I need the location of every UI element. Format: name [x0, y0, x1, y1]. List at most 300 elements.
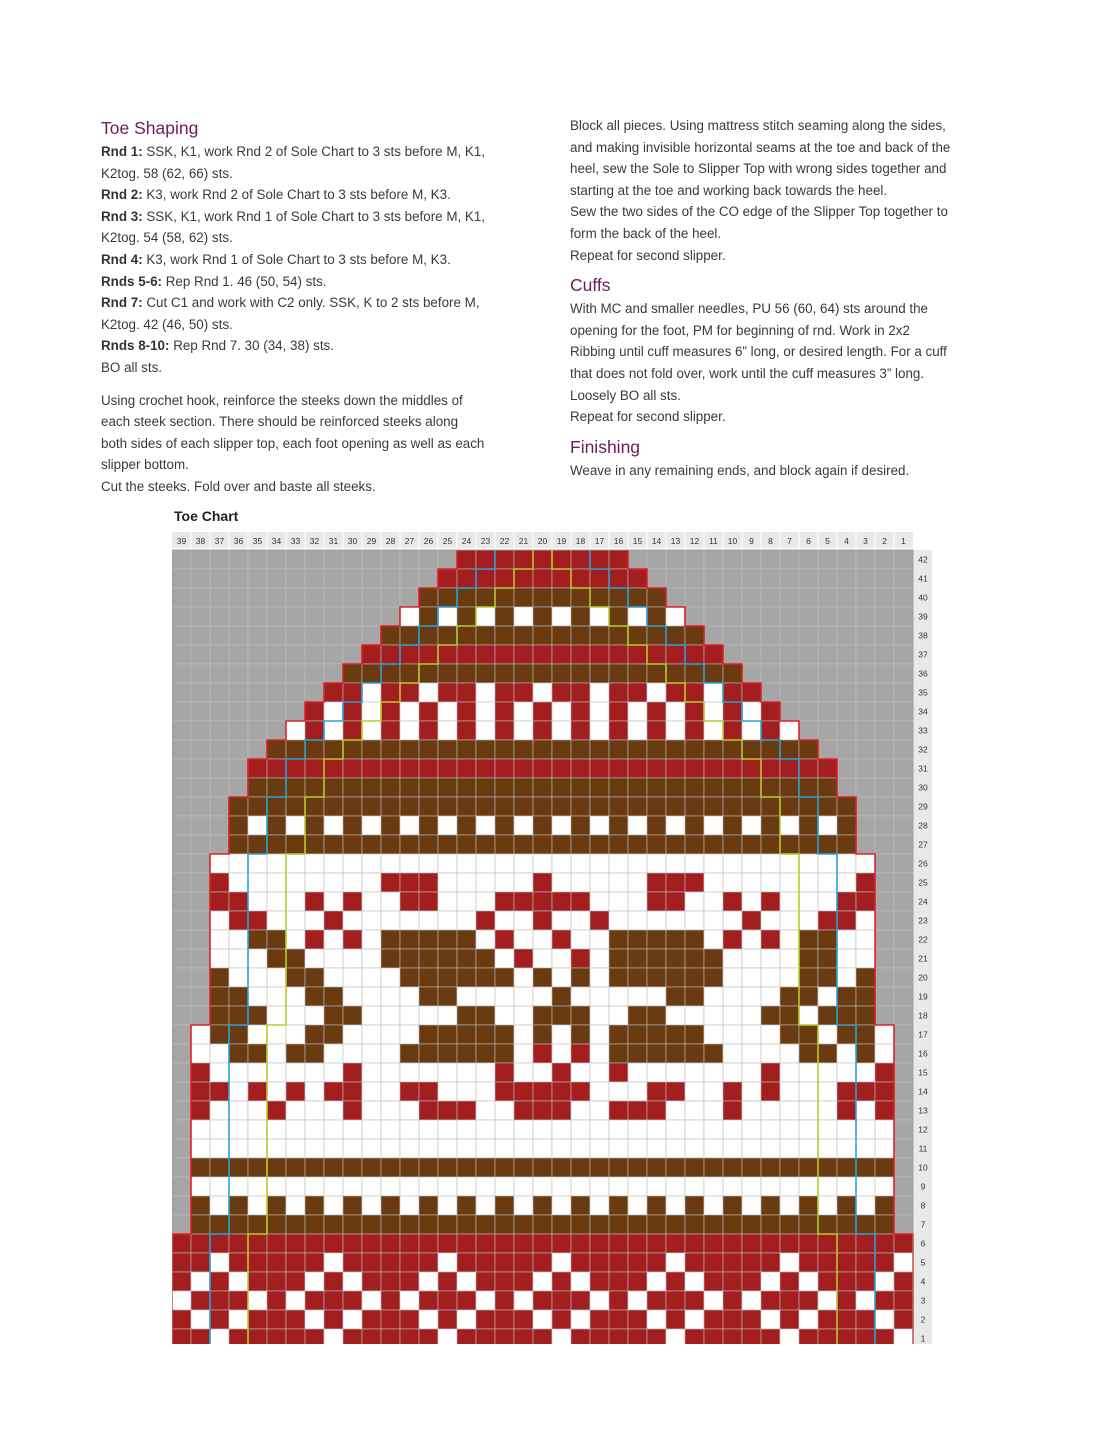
chart-cell — [172, 873, 191, 892]
chart-cell — [286, 778, 305, 797]
chart-cell — [818, 607, 837, 626]
chart-cell — [400, 1063, 419, 1082]
chart-cell — [856, 1120, 875, 1139]
round-text: K2tog. 42 (46, 50) sts. — [101, 316, 233, 332]
chart-cell — [666, 664, 685, 683]
chart-cell — [476, 607, 495, 626]
chart-cell — [248, 1082, 267, 1101]
chart-cell — [818, 1215, 837, 1234]
chart-cell — [704, 1120, 723, 1139]
round-line — [101, 184, 541, 206]
chart-cell — [362, 1291, 381, 1310]
chart-cell — [438, 911, 457, 930]
cuffs-instructions — [570, 298, 1010, 428]
chart-cell — [723, 1006, 742, 1025]
chart-cell — [647, 683, 666, 702]
chart-cell — [818, 930, 837, 949]
chart-cell — [742, 854, 761, 873]
chart-cell — [704, 930, 723, 949]
row-label: 13 — [918, 1105, 928, 1116]
row-label: 11 — [918, 1143, 928, 1154]
chart-cell — [191, 607, 210, 626]
chart-cell — [799, 1310, 818, 1329]
chart-cell — [552, 1329, 571, 1344]
chart-cell — [514, 740, 533, 759]
chart-cell — [552, 721, 571, 740]
chart-cell — [856, 702, 875, 721]
cuffs-heading: Cuffs — [570, 275, 611, 296]
chart-cell — [875, 1101, 894, 1120]
chart-cell — [381, 1025, 400, 1044]
chart-cell — [438, 816, 457, 835]
chart-cell — [267, 1177, 286, 1196]
chart-cell — [305, 645, 324, 664]
chart-cell — [286, 1310, 305, 1329]
chart-cell — [723, 607, 742, 626]
chart-cell — [324, 626, 343, 645]
chart-cell — [476, 797, 495, 816]
chart-cell — [742, 892, 761, 911]
chart-cell — [571, 873, 590, 892]
chart-cell — [761, 892, 780, 911]
chart-cell — [419, 550, 438, 569]
chart-cell — [495, 1101, 514, 1120]
chart-cell — [191, 702, 210, 721]
chart-cell — [533, 873, 552, 892]
chart-cell — [495, 1158, 514, 1177]
chart-cell — [400, 1215, 419, 1234]
chart-cell — [248, 987, 267, 1006]
chart-cell — [381, 1101, 400, 1120]
chart-cell — [552, 550, 571, 569]
chart-cell — [818, 1329, 837, 1344]
chart-cell — [514, 607, 533, 626]
chart-cell — [476, 550, 495, 569]
chart-cell — [628, 1272, 647, 1291]
chart-cell — [837, 1177, 856, 1196]
chart-cell — [495, 816, 514, 835]
chart-cell — [856, 968, 875, 987]
chart-cell — [856, 1177, 875, 1196]
chart-cell — [609, 1139, 628, 1158]
column-label: 8 — [768, 536, 773, 546]
chart-cell — [856, 854, 875, 873]
chart-cell — [666, 1044, 685, 1063]
chart-cell — [761, 911, 780, 930]
chart-cell — [438, 1025, 457, 1044]
chart-cell — [590, 949, 609, 968]
chart-cell — [704, 1063, 723, 1082]
chart-cell — [210, 1158, 229, 1177]
chart-cell — [191, 1044, 210, 1063]
chart-cell — [419, 911, 438, 930]
chart-cell — [590, 1101, 609, 1120]
chart-cell — [495, 1177, 514, 1196]
chart-cell — [229, 1101, 248, 1120]
chart-cell — [799, 1120, 818, 1139]
chart-cell — [324, 892, 343, 911]
chart-cell — [723, 816, 742, 835]
chart-cell — [286, 1006, 305, 1025]
chart-cell — [172, 1006, 191, 1025]
chart-cell — [210, 664, 229, 683]
chart-cell — [894, 645, 913, 664]
chart-cell — [647, 1177, 666, 1196]
chart-cell — [248, 645, 267, 664]
column-label: 15 — [632, 536, 643, 546]
chart-cell — [666, 987, 685, 1006]
chart-cell — [457, 1025, 476, 1044]
chart-cell — [742, 550, 761, 569]
chart-cell — [837, 626, 856, 645]
chart-cell — [590, 816, 609, 835]
chart-cell — [191, 1234, 210, 1253]
chart-cell — [704, 778, 723, 797]
chart-cell — [457, 930, 476, 949]
chart-cell — [856, 1291, 875, 1310]
chart-cell — [647, 645, 666, 664]
chart-cell — [248, 1310, 267, 1329]
chart-cell — [609, 911, 628, 930]
chart-cell — [875, 1063, 894, 1082]
chart-cell — [400, 569, 419, 588]
chart-cell — [305, 816, 324, 835]
chart-cell — [628, 664, 647, 683]
chart-cell — [343, 873, 362, 892]
chart-cell — [590, 740, 609, 759]
chart-cell — [875, 721, 894, 740]
chart-cell — [514, 1025, 533, 1044]
chart-cell — [248, 968, 267, 987]
chart-cell — [666, 1234, 685, 1253]
chart-cell — [761, 987, 780, 1006]
chart-cell — [780, 1101, 799, 1120]
chart-cell — [590, 759, 609, 778]
chart-cell — [343, 645, 362, 664]
chart-cell — [438, 968, 457, 987]
chart-cell — [172, 1215, 191, 1234]
chart-cell — [647, 778, 666, 797]
chart-cell — [343, 759, 362, 778]
chart-cell — [210, 1082, 229, 1101]
chart-cell — [305, 569, 324, 588]
chart-cell — [818, 1044, 837, 1063]
chart-cell — [229, 1025, 248, 1044]
chart-cell — [837, 968, 856, 987]
chart-cell — [229, 1310, 248, 1329]
chart-cell — [495, 626, 514, 645]
chart-cell — [609, 1310, 628, 1329]
chart-cell — [362, 550, 381, 569]
chart-cell — [685, 1006, 704, 1025]
chart-cell — [172, 664, 191, 683]
chart-cell — [742, 1082, 761, 1101]
chart-cell — [666, 1063, 685, 1082]
chart-cell — [476, 1139, 495, 1158]
chart-cell — [590, 797, 609, 816]
chart-cell — [343, 1234, 362, 1253]
chart-cell — [590, 911, 609, 930]
chart-cell — [533, 1006, 552, 1025]
chart-cell — [894, 1177, 913, 1196]
chart-cell — [628, 1082, 647, 1101]
chart-cell — [229, 1291, 248, 1310]
chart-cell — [514, 1291, 533, 1310]
round-line — [101, 163, 541, 185]
chart-cell — [571, 1177, 590, 1196]
chart-cell — [628, 1215, 647, 1234]
chart-cell — [894, 873, 913, 892]
chart-cell — [761, 1215, 780, 1234]
chart-cell — [381, 892, 400, 911]
chart-cell — [704, 1177, 723, 1196]
chart-cell — [267, 873, 286, 892]
column-label: 27 — [404, 536, 415, 546]
chart-cell — [476, 1120, 495, 1139]
chart-cell — [666, 550, 685, 569]
chart-cell — [894, 1120, 913, 1139]
round-label: Rnd 4: — [101, 251, 143, 267]
chart-cell — [742, 1234, 761, 1253]
chart-cell — [248, 1215, 267, 1234]
chart-cell — [324, 968, 343, 987]
chart-cell — [704, 1196, 723, 1215]
chart-cell — [875, 987, 894, 1006]
chart-cell — [894, 1291, 913, 1310]
chart-cell — [229, 1215, 248, 1234]
chart-cell — [894, 1329, 913, 1344]
column-label: 21 — [518, 536, 529, 546]
chart-cell — [172, 721, 191, 740]
column-label: 39 — [176, 536, 187, 546]
chart-cell — [685, 778, 704, 797]
chart-cell — [438, 987, 457, 1006]
chart-cell — [362, 1215, 381, 1234]
chart-cell — [685, 1196, 704, 1215]
chart-cell — [875, 854, 894, 873]
chart-cell — [267, 1310, 286, 1329]
chart-cell — [742, 683, 761, 702]
chart-cell — [533, 1196, 552, 1215]
row-label: 19 — [918, 991, 928, 1002]
chart-cell — [818, 1196, 837, 1215]
chart-cell — [780, 873, 799, 892]
chart-cell — [343, 1006, 362, 1025]
chart-cell — [780, 1082, 799, 1101]
chart-cell — [875, 607, 894, 626]
chart-cell — [685, 1310, 704, 1329]
blocking-instructions — [570, 115, 1010, 266]
row-label: 7 — [920, 1219, 926, 1230]
chart-cell — [229, 607, 248, 626]
toe-chart — [172, 532, 932, 1344]
chart-cell — [343, 721, 362, 740]
chart-cell — [400, 816, 419, 835]
chart-cell — [571, 1006, 590, 1025]
chart-cell — [457, 1120, 476, 1139]
chart-cell — [590, 588, 609, 607]
chart-cell — [267, 911, 286, 930]
chart-cell — [552, 1101, 571, 1120]
chart-cell — [609, 664, 628, 683]
chart-cell — [400, 1329, 419, 1344]
chart-cell — [609, 1329, 628, 1344]
column-label: 31 — [328, 536, 339, 546]
chart-cell — [647, 1063, 666, 1082]
chart-cell — [172, 1234, 191, 1253]
chart-cell — [476, 1196, 495, 1215]
chart-cell — [647, 569, 666, 588]
round-line — [101, 292, 541, 314]
chart-cell — [324, 1120, 343, 1139]
chart-cell — [286, 1272, 305, 1291]
chart-cell — [894, 664, 913, 683]
chart-cell — [267, 569, 286, 588]
chart-cell — [647, 1044, 666, 1063]
chart-cell — [704, 721, 723, 740]
chart-cell — [229, 835, 248, 854]
chart-cell — [514, 664, 533, 683]
column-label: 17 — [594, 536, 605, 546]
chart-cell — [552, 1139, 571, 1158]
chart-cell — [533, 702, 552, 721]
chart-cell — [704, 797, 723, 816]
round-text: K2tog. 58 (62, 66) sts. — [101, 165, 233, 181]
chart-cell — [229, 1177, 248, 1196]
chart-cell — [723, 1272, 742, 1291]
chart-cell — [400, 1272, 419, 1291]
chart-cell — [666, 588, 685, 607]
chart-cell — [210, 759, 229, 778]
chart-cell — [799, 1234, 818, 1253]
chart-cell — [419, 588, 438, 607]
chart-cell — [343, 588, 362, 607]
chart-cell — [476, 892, 495, 911]
chart-cell — [799, 873, 818, 892]
chart-cell — [609, 835, 628, 854]
chart-cell — [552, 1082, 571, 1101]
column-label: 34 — [271, 536, 282, 546]
chart-cell — [248, 759, 267, 778]
chart-cell — [685, 987, 704, 1006]
chart-cell — [476, 626, 495, 645]
chart-cell — [742, 645, 761, 664]
chart-cell — [856, 892, 875, 911]
chart-cell — [723, 1177, 742, 1196]
chart-cell — [324, 778, 343, 797]
chart-cell — [229, 645, 248, 664]
chart-cell — [533, 1253, 552, 1272]
chart-cell — [514, 1196, 533, 1215]
chart-cell — [305, 968, 324, 987]
chart-cell — [229, 1329, 248, 1344]
chart-cell — [514, 911, 533, 930]
chart-cell — [799, 1291, 818, 1310]
chart-cell — [419, 1177, 438, 1196]
chart-cell — [305, 1120, 324, 1139]
chart-cell — [343, 702, 362, 721]
chart-cell — [533, 1177, 552, 1196]
chart-cell — [210, 569, 229, 588]
chart-cell — [856, 759, 875, 778]
chart-cell — [248, 550, 267, 569]
chart-cell — [780, 607, 799, 626]
round-label: Rnds 5-6: — [101, 273, 163, 289]
chart-cell — [438, 759, 457, 778]
chart-cell — [457, 740, 476, 759]
chart-cell — [837, 645, 856, 664]
chart-cell — [419, 1253, 438, 1272]
chart-cell — [799, 588, 818, 607]
chart-cell — [571, 721, 590, 740]
chart-cell — [552, 816, 571, 835]
chart-cell — [704, 1234, 723, 1253]
chart-cell — [362, 1006, 381, 1025]
chart-cell — [305, 854, 324, 873]
chart-cell — [229, 949, 248, 968]
chart-cell — [685, 1329, 704, 1344]
chart-cell — [229, 569, 248, 588]
chart-cell — [875, 1120, 894, 1139]
chart-cell — [229, 664, 248, 683]
chart-cell — [267, 949, 286, 968]
chart-cell — [799, 1177, 818, 1196]
chart-cell — [552, 645, 571, 664]
chart-cell — [856, 1139, 875, 1158]
chart-cell — [172, 702, 191, 721]
chart-cell — [799, 930, 818, 949]
chart-cell — [780, 683, 799, 702]
chart-cell — [514, 721, 533, 740]
chart-cell — [229, 778, 248, 797]
chart-cell — [856, 1310, 875, 1329]
chart-cell — [248, 949, 267, 968]
chart-cell — [495, 911, 514, 930]
chart-cell — [571, 1291, 590, 1310]
chart-cell — [552, 930, 571, 949]
chart-cell — [723, 1158, 742, 1177]
chart-cell — [628, 759, 647, 778]
chart-cell — [248, 683, 267, 702]
chart-cell — [229, 1196, 248, 1215]
chart-cell — [343, 854, 362, 873]
chart-cell — [609, 645, 628, 664]
chart-cell — [438, 797, 457, 816]
chart-cell — [856, 911, 875, 930]
chart-cell — [457, 626, 476, 645]
chart-cell — [571, 702, 590, 721]
chart-cell — [647, 1196, 666, 1215]
chart-cell — [571, 854, 590, 873]
chart-cell — [533, 607, 552, 626]
chart-cell — [495, 1082, 514, 1101]
chart-cell — [343, 683, 362, 702]
chart-cell — [590, 1006, 609, 1025]
chart-cell — [229, 854, 248, 873]
chart-cell — [685, 569, 704, 588]
chart-cell — [666, 1158, 685, 1177]
chart-cell — [761, 816, 780, 835]
chart-cell — [495, 550, 514, 569]
chart-cell — [229, 550, 248, 569]
chart-cell — [571, 664, 590, 683]
chart-cell — [875, 1044, 894, 1063]
chart-cell — [495, 759, 514, 778]
chart-cell — [875, 1196, 894, 1215]
chart-cell — [571, 1139, 590, 1158]
chart-cell — [837, 1025, 856, 1044]
chart-cell — [362, 607, 381, 626]
